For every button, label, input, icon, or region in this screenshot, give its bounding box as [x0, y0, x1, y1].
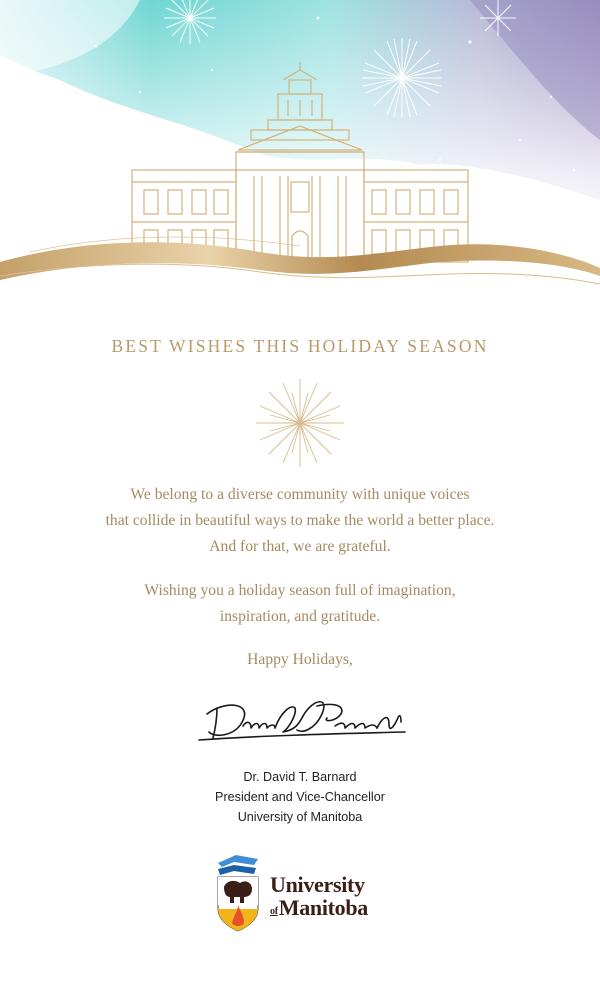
- message-line: that collide in beautiful ways to make the world a better place.: [105, 512, 495, 529]
- logo-line-university: University: [270, 872, 365, 897]
- starburst-icon: [255, 378, 345, 468]
- signer-title: President and Vice-Chancellor: [215, 790, 385, 804]
- message-line: We belong to a diverse community with unique voices: [130, 486, 470, 503]
- signer-block: [0, 767, 600, 827]
- card-heading: BEST WISHES THIS HOLIDAY SEASON: [111, 336, 489, 356]
- message-line: inspiration, and gratitude.: [219, 608, 381, 625]
- logo-line-manitoba: Manitoba: [278, 895, 369, 920]
- signer-name: Dr. David T. Barnard: [243, 770, 357, 784]
- message-line: Wishing you a holiday season full of imagination,: [144, 582, 456, 599]
- hero-illustration: [0, 0, 600, 310]
- closing-line: Happy Holidays,: [247, 651, 353, 668]
- message-paragraph-1: [0, 482, 600, 560]
- logo-wordmark: [270, 874, 368, 924]
- handwritten-signature: [195, 692, 410, 750]
- signer-organization: University of Manitoba: [237, 810, 363, 824]
- message-paragraph-2: [0, 578, 600, 630]
- logo-of: of: [270, 906, 278, 917]
- logo-line-manitoba-row: [270, 896, 368, 924]
- message-line: And for that, we are grateful.: [209, 538, 391, 555]
- bison-shield-icon: [214, 853, 274, 935]
